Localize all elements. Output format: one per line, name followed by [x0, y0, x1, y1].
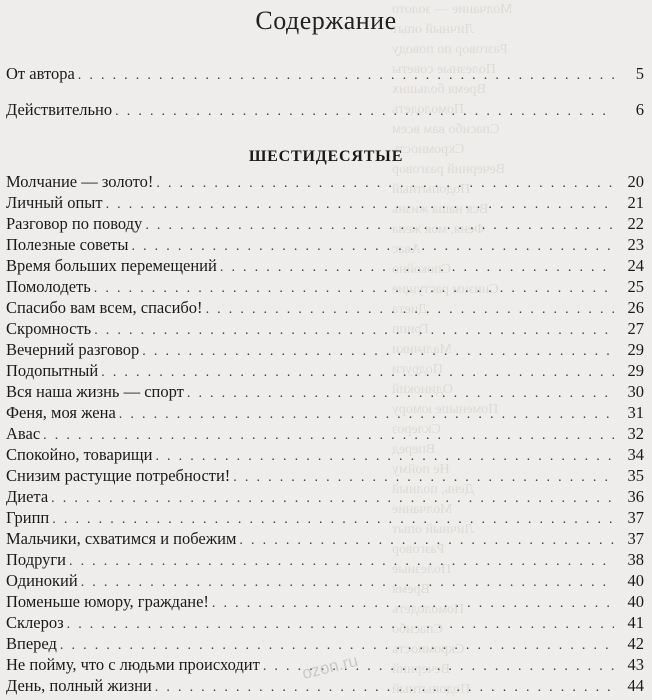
toc-entry [6, 550, 644, 570]
entry-title: Подопытный [6, 361, 99, 380]
entry-title: Авас [6, 424, 41, 443]
dot-leader [94, 323, 614, 339]
entry-title: Спокойно, товарищи [6, 445, 153, 464]
entry-page-number: 23 [627, 235, 644, 254]
toc-entry [6, 100, 644, 120]
dot-leader [115, 104, 614, 120]
entry-page-number: 37 [627, 529, 644, 548]
entry-page-number: 43 [627, 655, 644, 674]
dot-leader [43, 428, 614, 444]
dot-leader [156, 176, 614, 192]
toc-entry [6, 487, 644, 507]
toc-entry [6, 466, 644, 486]
entry-page-number: 25 [627, 277, 644, 296]
entry-title: Вперед [6, 634, 57, 653]
entry-title: Поменьше юмору, граждане! [6, 592, 209, 611]
dot-leader [233, 470, 614, 486]
entry-title: Время больших перемещений [6, 256, 217, 275]
toc-entry [6, 529, 644, 549]
entry-page-number: 38 [627, 550, 644, 569]
entry-page-number: 40 [627, 571, 644, 590]
entry-page-number: 26 [627, 298, 644, 317]
dot-leader [155, 680, 614, 696]
dot-leader [119, 407, 614, 423]
dot-leader [131, 239, 614, 255]
toc-entry [6, 340, 644, 360]
dot-leader [67, 617, 614, 633]
entry-title: Мальчики, схватимся и побежим [6, 529, 237, 548]
toc-entry [6, 634, 644, 654]
toc-entry [6, 508, 644, 528]
entry-title: Снизим растущие потребности! [6, 466, 231, 485]
entry-title: Полезные советы [6, 235, 129, 254]
entry-title: Разговор по поводу [6, 214, 143, 233]
entry-page-number: 30 [627, 382, 644, 401]
entry-title: Помолодеть [6, 277, 91, 296]
dot-leader [78, 68, 614, 84]
entry-page-number: 29 [627, 361, 644, 380]
dot-leader [239, 533, 614, 549]
toc-entry [6, 172, 644, 192]
toc-entry [6, 298, 644, 318]
entry-page-number: 29 [627, 340, 644, 359]
entry-title: Личный опыт [6, 193, 103, 212]
entry-page-number: 32 [627, 424, 644, 443]
dot-leader [94, 281, 614, 297]
entry-page-number: 40 [627, 592, 644, 611]
entry-page-number: 34 [627, 445, 644, 464]
toc-entry [6, 214, 644, 234]
entry-page-number: 20 [627, 172, 644, 191]
entry-page-number: 35 [627, 466, 644, 485]
dot-leader [51, 491, 614, 507]
entry-title: Феня, моя жена [6, 403, 116, 422]
page-title: Содержание [255, 6, 397, 35]
dot-leader [60, 638, 614, 654]
entry-page-number: 44 [627, 676, 644, 695]
entry-page-number: 31 [627, 403, 644, 422]
section-title: ШЕСТИДЕСЯТЫЕ [248, 148, 404, 165]
dot-leader [106, 197, 614, 213]
entry-title: Вечерний разговор [6, 340, 140, 359]
entry-title: Грипп [6, 508, 50, 527]
toc-entry [6, 403, 644, 423]
entry-page-number: 42 [627, 634, 644, 653]
toc-entry [6, 613, 644, 633]
entry-page-number: 21 [627, 193, 644, 212]
entry-title: Не пойму, что с людьми происходит [6, 655, 260, 674]
dot-leader [206, 302, 614, 318]
toc-entry [6, 571, 644, 591]
entry-title: Подруги [6, 550, 66, 569]
toc-entry [6, 319, 644, 339]
dot-leader [187, 386, 614, 402]
dot-leader [220, 260, 614, 276]
reverse-page-bleed: Молчание — золото Личный опыт Разговор по поводу Полезные советы Время больших Помолодеть Спасибо вам всем Скромность Вечерний разговор Подопытный Вся наша жизнь Феня, моя жена Авас Спокойно Снизим растущие Диета Грипп Мальчики Подруги Одинокий Поменьше юмору Склероз Вперед Не пойму День, полный Молчание Личный опыт Разговор Полезные Время Помолодеть Спасибо Скромность Вечерний Подопытный [392, 2, 513, 697]
entry-page-number: 41 [627, 613, 644, 632]
toc-entry [6, 382, 644, 402]
dot-leader [81, 575, 614, 591]
toc-entry [6, 277, 644, 297]
entry-page-number: 24 [627, 256, 644, 275]
entry-page-number: 5 [635, 64, 644, 83]
toc-entry [6, 193, 644, 213]
toc-entry [6, 64, 644, 84]
dot-leader [52, 512, 614, 528]
toc-entry [6, 256, 644, 276]
entry-title: Склероз [6, 613, 64, 632]
dot-leader [155, 449, 614, 465]
entry-page-number: 37 [627, 508, 644, 527]
toc-entry [6, 445, 644, 465]
entry-page-number: 22 [627, 214, 644, 233]
dot-leader [142, 344, 614, 360]
entry-page-number: 6 [635, 100, 644, 119]
entry-title: От автора [6, 64, 75, 83]
toc-entry [6, 235, 644, 255]
entry-title: День, полный жизни [6, 676, 152, 695]
entry-page-number: 27 [627, 319, 644, 338]
entry-title: Диета [6, 487, 49, 506]
entry-title: Спасибо вам всем, спасибо! [6, 298, 203, 317]
dot-leader [69, 554, 614, 570]
dot-leader [101, 365, 614, 381]
entry-title: Вся наша жизнь — спорт [6, 382, 184, 401]
entry-title: Одинокий [6, 571, 78, 590]
toc-entry [6, 592, 644, 612]
entry-title: Молчание — золото! [6, 172, 154, 191]
entry-page-number: 36 [627, 487, 644, 506]
entry-title: Скромность [6, 319, 92, 338]
toc-entry [6, 424, 644, 444]
toc-entry [6, 361, 644, 381]
watermark: ozon.ru [300, 650, 360, 684]
entry-title: Действительно [6, 100, 113, 119]
dot-leader [145, 218, 614, 234]
dot-leader [212, 596, 614, 612]
